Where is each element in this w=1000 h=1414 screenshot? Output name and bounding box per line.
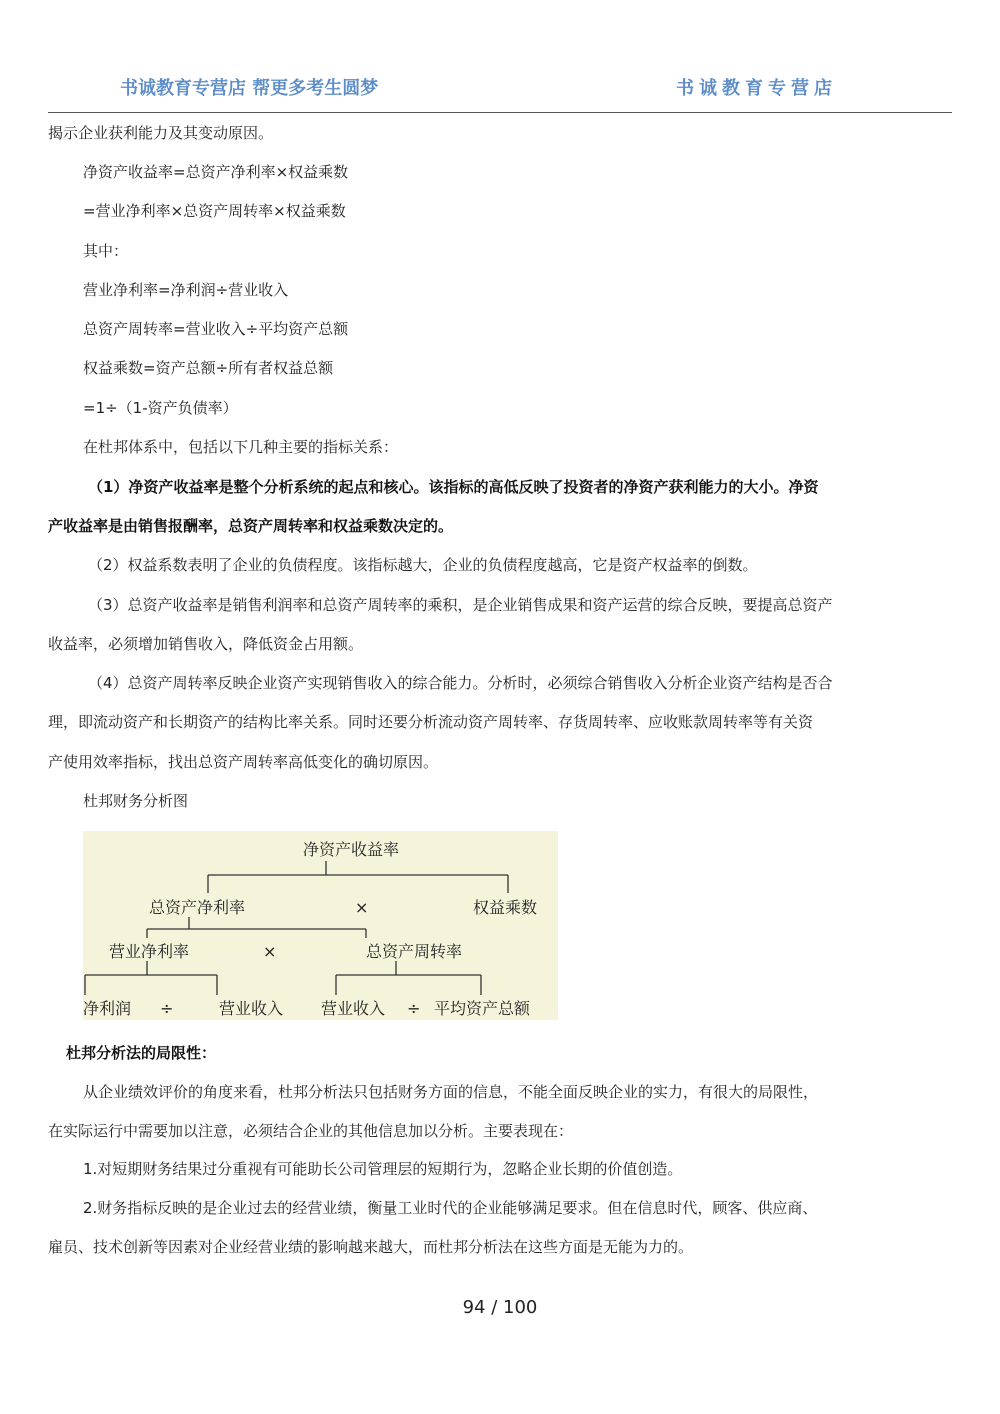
node-equity-multiplier: 权益乘数 — [473, 898, 538, 917]
limitations-para-line2: 在实际运行中需要加以注意，必须结合企业的其他信息加以分析。主要表现在： — [48, 1122, 574, 1140]
leaf-average-total-assets: 平均资产总额 — [434, 999, 531, 1018]
dupont-diagram — [83, 831, 558, 1020]
leaf-revenue-1: 营业收入 — [219, 999, 284, 1018]
leaf-revenue-2: 营业收入 — [321, 999, 386, 1018]
intro-line: 揭示企业获利能力及其变动原因。 — [48, 124, 274, 142]
operator-divide-2: ÷ — [407, 999, 421, 1018]
leaf-net-profit: 净利润 — [83, 999, 132, 1018]
node-roe: 净资产收益率 — [303, 840, 400, 859]
formula-roe: 净资产收益率=总资产净利率×权益乘数 — [83, 163, 349, 181]
diagram-connectors — [83, 831, 558, 1020]
point3-line1: （3）总资产收益率是销售利润率和总资产周转率的乘积，是企业销售成果和资产运营的综合反映，要提高总资产 — [88, 596, 833, 614]
header-divider — [48, 112, 952, 113]
page-number: 94 / 100 — [462, 1297, 538, 1318]
point1-line2: 产收益率是由销售报酬率，总资产周转率和权益乘数决定的。 — [48, 517, 454, 535]
formula-equity-multiplier-alt: =1÷（1-资产负债率） — [83, 399, 238, 417]
limitation-2-line2: 雇员、技术创新等因素对企业经营业绩的影响越来越大，而杜邦分析法在这些方面是无能为力的。 — [48, 1238, 694, 1256]
formula-net-margin: 营业净利率=净利润÷营业收入 — [83, 281, 289, 299]
node-asset-turnover: 总资产周转率 — [366, 942, 463, 961]
point4-line3: 产使用效率指标，找出总资产周转率高低变化的确切原因。 — [48, 753, 439, 771]
node-total-asset-net-margin: 总资产净利率 — [149, 898, 246, 917]
header-left-text: 书诚教育专营店 帮更多考生圆梦 — [120, 78, 379, 99]
where-label: 其中： — [83, 242, 129, 260]
formula-roe-expanded: =营业净利率×总资产周转率×权益乘数 — [83, 202, 346, 220]
formula-equity-multiplier: 权益乘数=资产总额÷所有者权益总额 — [83, 359, 334, 377]
limitations-para-line1: 从企业绩效评价的角度来看，杜邦分析法只包括财务方面的信息，不能全面反映企业的实力，有很大的局限性， — [83, 1083, 819, 1101]
point1-line1: （1）净资产收益率是整个分析系统的起点和核心。该指标的高低反映了投资者的净资产获利能力的大小。净资 — [88, 478, 819, 496]
point4-line1: （4）总资产周转率反映企业资产实现销售收入的综合能力。分析时，必须综合销售收入分析企业资产结构是否合 — [88, 674, 833, 692]
point2: （2）权益系数表明了企业的负债程度。该指标越大，企业的负债程度越高，它是资产权益率的倒数。 — [88, 556, 758, 574]
limitation-1: 1.对短期财务结果过分重视有可能助长公司管理层的短期行为，忽略企业长期的价值创造。 — [83, 1160, 683, 1178]
relations-intro: 在杜邦体系中，包括以下几种主要的指标关系： — [83, 438, 399, 456]
diagram-caption: 杜邦财务分析图 — [83, 792, 189, 810]
operator-multiply-1: × — [355, 898, 369, 917]
limitations-heading: 杜邦分析法的局限性： — [66, 1044, 217, 1062]
node-net-profit-margin: 营业净利率 — [109, 942, 190, 961]
operator-multiply-2: × — [263, 942, 277, 961]
point4-line2: 理，即流动资产和长期资产的结构比率关系。同时还要分析流动资产周转率、存货周转率、应收账款周转率等有关资 — [48, 713, 814, 731]
operator-divide-1: ÷ — [160, 999, 174, 1018]
header-right-text: 书诚教育专营店 — [676, 78, 837, 99]
point3-line2: 收益率，必须增加销售收入，降低资金占用额。 — [48, 635, 364, 653]
limitation-2-line1: 2.财务指标反映的是企业过去的经营业绩，衡量工业时代的企业能够满足要求。但在信息时代，顾客、供应商、 — [83, 1199, 818, 1217]
formula-asset-turnover: 总资产周转率=营业收入÷平均资产总额 — [83, 320, 349, 338]
